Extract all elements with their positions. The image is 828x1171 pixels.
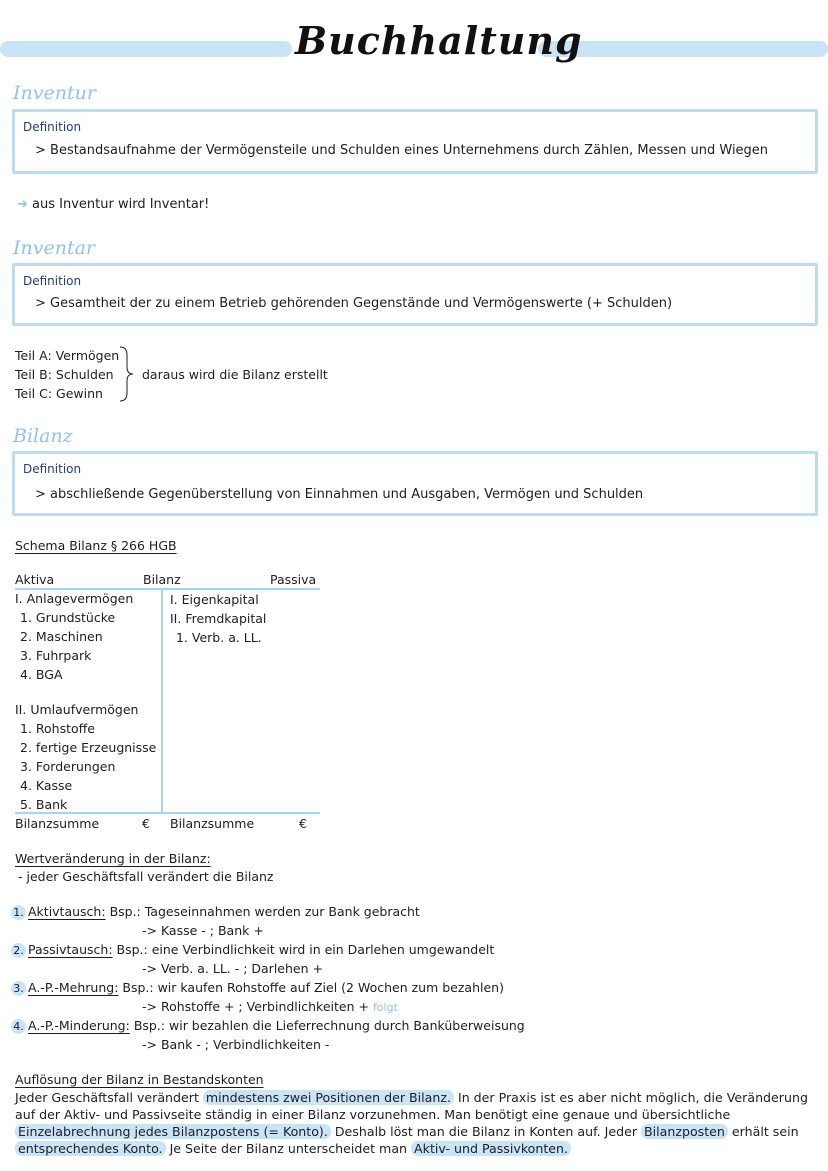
paragraph-highlight: Bilanzposten <box>641 1124 728 1139</box>
inventar-definition-text: > Gesamtheit der zu einem Betrieb gehörenden Gegenstände und Vermögenswerte (+ Schulden) <box>35 296 673 311</box>
inventur-note <box>17 197 209 212</box>
paragraph-text: Je Seite der Bilanz unterscheidet man <box>165 1141 412 1156</box>
curly-brace-icon <box>118 345 136 403</box>
schema-left-item: 2. Maschinen <box>20 629 103 644</box>
bilanz-heading: Bilanz <box>13 425 73 447</box>
schema-left-item: II. Umlaufvermögen <box>15 702 139 717</box>
case-effect: -> Kasse - ; Bank + <box>142 923 264 938</box>
inventar-part-b: Teil B: Schulden <box>15 367 114 382</box>
case-number: 2. <box>11 943 26 958</box>
wert-subtitle: - jeder Geschäftsfall verändert die Bilanz <box>18 869 274 884</box>
case-label: A.-P.-Minderung: <box>28 1018 130 1033</box>
bilanz-definition-box <box>12 451 818 516</box>
case-example: Bsp.: eine Verbindlichkeit wird in ein Darlehen umgewandelt <box>116 942 495 957</box>
paragraph-text: erhält sein <box>727 1124 799 1139</box>
aufloesung-paragraph <box>15 1089 815 1157</box>
paragraph-highlight: Aktiv- und Passivkonten. <box>411 1141 571 1156</box>
paragraph-text: Jeder Geschäftsfall verändert <box>15 1090 203 1105</box>
schema-heading: Schema Bilanz § 266 HGB <box>15 538 177 553</box>
schema-left-item: 1. Grundstücke <box>20 610 116 625</box>
case-example: Bsp.: Tageseinnahmen werden zur Bank gebracht <box>109 904 420 919</box>
schema-right-item: I. Eigenkapital <box>170 592 259 607</box>
schema-right-item: 1. Verb. a. LL. <box>176 630 262 645</box>
inventar-definition-label: Definition <box>23 274 82 288</box>
case-row <box>11 980 504 996</box>
paragraph-text: In der Praxis ist es aber nicht möglich, die Veränderung auf der Aktiv- und Passivseite ständig in einer Bilanz vorzunehmen. Man benötigt eine genaue und übersichtliche <box>15 1090 808 1122</box>
schema-left-item: 3. Fuhrpark <box>20 648 92 663</box>
case-example: Bsp.: wir kaufen Rohstoffe auf Ziel (2 Wochen zum bezahlen) <box>122 980 504 995</box>
wert-heading: Wertveränderung in der Bilanz: <box>15 851 211 866</box>
schema-left-item: 2. fertige Erzeugnisse <box>20 740 157 755</box>
case-label: Aktivtausch: <box>28 904 106 919</box>
t-account-vertical-line <box>161 588 163 814</box>
case-effect: -> Bank - ; Verbindlichkeiten - <box>142 1037 330 1052</box>
case-example: Bsp.: wir bezahlen die Lieferrechnung durch Banküberweisung <box>133 1018 525 1033</box>
inventur-definition-label: Definition <box>23 120 82 134</box>
paragraph-highlight: entsprechendes Konto. <box>15 1141 166 1156</box>
bilanz-definition-text: > abschließende Gegenüberstellung von Einnahmen und Ausgaben, Vermögen und Schulden <box>35 487 644 502</box>
case-label: Passivtausch: <box>28 942 113 957</box>
schema-right-item: II. Fremdkapital <box>170 611 267 626</box>
case-number: 1. <box>11 905 26 920</box>
schema-col-bilanz: Bilanz <box>143 572 181 587</box>
aufloesung-heading: Auflösung der Bilanz in Bestandskonten <box>15 1072 264 1087</box>
case-aside: folgt <box>372 1001 398 1014</box>
schema-left-item: 5. Bank <box>20 797 68 812</box>
t-account-top-line <box>15 588 320 590</box>
case-effect-text: -> Rohstoffe + ; Verbindlichkeiten + <box>142 999 369 1014</box>
inventar-definition-box <box>12 263 818 326</box>
page-title: Buchhaltung <box>295 18 583 63</box>
case-row <box>11 942 494 958</box>
inventar-parts-note: daraus wird die Bilanz erstellt <box>142 367 328 382</box>
case-row <box>11 904 420 920</box>
case-label: A.-P.-Mehrung: <box>28 980 119 995</box>
bilanz-definition-label: Definition <box>23 462 82 476</box>
schema-col-aktiva: Aktiva <box>15 572 55 587</box>
schema-left-item: 1. Rohstoffe <box>20 721 95 736</box>
paragraph-text: Deshalb löst man die Bilanz in Konten auf. Jeder <box>330 1124 642 1139</box>
schema-sum-left: Bilanzsumme <box>15 816 100 831</box>
t-account-bottom-line <box>15 812 320 814</box>
schema-sum-left-currency: € <box>142 816 150 831</box>
schema-left-item: 4. Kasse <box>20 778 73 793</box>
case-effect <box>142 999 398 1014</box>
paragraph-highlight: mindestens zwei Positionen der Bilanz. <box>203 1090 454 1105</box>
inventur-definition-text: > Bestandsaufnahme der Vermögensteile und Schulden eines Unternehmens durch Zählen, Messen und Wiegen <box>35 143 769 158</box>
case-number: 4. <box>11 1019 26 1034</box>
inventar-part-a: Teil A: Vermögen <box>15 348 120 363</box>
inventar-part-c: Teil C: Gewinn <box>15 386 103 401</box>
case-row <box>11 1018 525 1034</box>
case-number: 3. <box>11 981 26 996</box>
header-bar-left <box>0 41 292 57</box>
case-effect: -> Verb. a. LL. - ; Darlehen + <box>142 961 323 976</box>
schema-left-item: 3. Forderungen <box>20 759 116 774</box>
inventur-note-text: aus Inventur wird Inventar! <box>32 197 210 212</box>
paragraph-highlight: Einzelabrechnung jedes Bilanzpostens (= Konto). <box>15 1124 331 1139</box>
inventar-heading: Inventar <box>13 237 96 259</box>
schema-left-item: 4. BGA <box>20 667 63 682</box>
inventur-definition-box <box>12 109 818 174</box>
schema-left-item: I. Anlagevermögen <box>15 591 134 606</box>
schema-sum-right: Bilanzsumme <box>170 816 255 831</box>
inventur-heading: Inventur <box>13 82 96 104</box>
schema-col-passiva: Passiva <box>270 572 317 587</box>
schema-sum-right-currency: € <box>299 816 307 831</box>
arrow-right-icon: ➜ <box>17 197 28 212</box>
